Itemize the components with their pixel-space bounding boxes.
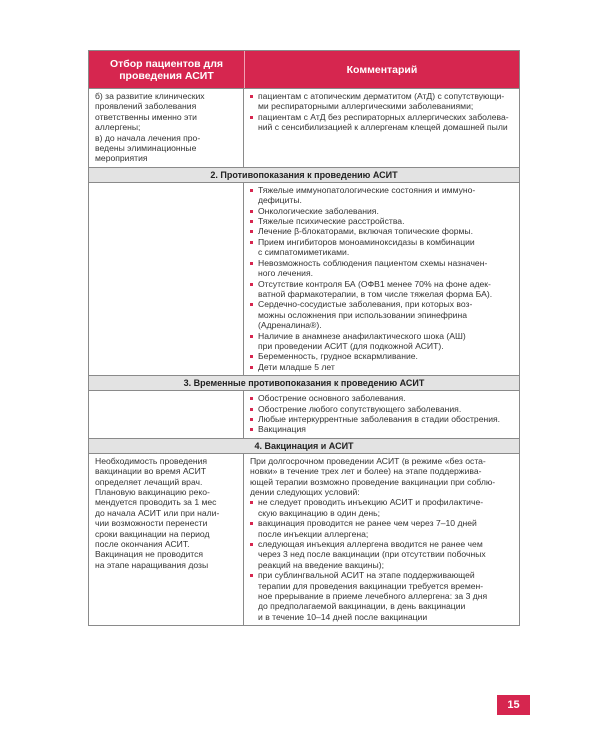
list-item	[250, 351, 515, 361]
text-line: при проведении АСИТ (для подкожной АСИТ).	[258, 340, 444, 351]
vaccination-left-cell	[89, 454, 244, 626]
text-line: ное прерывание в приеме лечебного аллергена: за 3 дня	[258, 591, 488, 602]
list-item	[250, 112, 515, 133]
text-line: ми респираторными аллергическими заболеваниями;	[258, 101, 474, 112]
text-line: пациентам с атопическим дерматитом (АтД) с сопутствующи-	[258, 91, 505, 101]
text-line: после инъекции аллергена;	[258, 528, 369, 539]
text-line: пациентам с АтД без респираторных аллергических заболева-	[258, 111, 509, 122]
text-line: мендуется проводить за 1 мес	[95, 497, 217, 508]
text-line: ний с сенсибилизацией к аллергенам клещей домашней пыли	[258, 122, 508, 133]
empty-cell	[89, 391, 244, 438]
text-line: и в течение 10–14 дней после вакцинации	[258, 611, 428, 622]
text-line: При долгосрочном проведении АСИТ (в режиме «без оста-	[250, 455, 486, 466]
text-line: (Адреналина®).	[258, 320, 322, 331]
list-item	[250, 91, 515, 112]
text-line: Лечение β-блокаторами, включая топические формы.	[258, 226, 473, 237]
list-item	[250, 362, 515, 372]
list-item	[250, 185, 515, 206]
list-item	[250, 216, 515, 226]
text-line: после окончания АСИТ.	[95, 539, 190, 550]
text-line: новки» в течение трех лет и более) на этапе поддержива-	[250, 466, 482, 477]
selection-criteria-cell	[89, 89, 244, 167]
text-line: ватной фармакотерапии, в том числе тяжелая форма БА).	[258, 288, 493, 299]
text-line: реакций на введение вакцины);	[258, 559, 384, 570]
text-line: Дети младше 5 лет	[258, 361, 335, 372]
text-line: на этапе наращивания дозы	[95, 559, 209, 570]
text-line: проявлений заболевания	[95, 101, 197, 112]
text-line: Онкологические заболевания.	[258, 205, 379, 216]
text-line: Обострение основного заболевания.	[258, 393, 406, 404]
list-item	[250, 279, 515, 300]
text-line: б) за развитие клинических	[95, 91, 205, 101]
text-line: не следует проводить инъекцию АСИТ и профилактиче-	[258, 497, 484, 508]
vaccination-conditions-list	[250, 497, 515, 622]
table-row-selection	[89, 89, 519, 168]
text-line: ного лечения.	[258, 268, 313, 279]
list-item	[250, 518, 515, 539]
text-line: Тяжелые психические расстройства.	[258, 216, 405, 227]
text-line: ющей терапии возможно проведение вакцинации при соблю-	[250, 476, 496, 487]
list-item	[250, 237, 515, 258]
list-item	[250, 570, 515, 622]
list-item	[250, 206, 515, 216]
text-line: в) до начала лечения про-	[95, 132, 201, 143]
text-line: определяет лечащий врач.	[95, 476, 203, 487]
text-line: Плановую вакцинацию реко-	[95, 487, 210, 497]
text-line: Вакцинация не проводится	[95, 549, 204, 560]
text-line: Наличие в анамнезе анафилактического шока (АШ)	[258, 330, 466, 341]
text-line: мероприятия	[95, 153, 148, 164]
text-line: Необходимость проведения	[95, 455, 208, 466]
list-item	[250, 424, 515, 434]
text-line: до начала АСИТ или при нали-	[95, 507, 220, 518]
text-line: следующая инъекция аллергена вводится не ранее чем	[258, 539, 483, 550]
table-row-temporary-contraindications	[89, 391, 519, 439]
text-line: скую вакцинацию в один день;	[258, 507, 380, 518]
vaccination-comment-cell	[244, 454, 519, 626]
section-title-vaccination: 4. Вакцинация и АСИТ	[89, 439, 519, 454]
text-line: чии возможности перенести	[95, 518, 208, 529]
table-header	[89, 51, 519, 89]
list-item	[250, 539, 515, 570]
text-line: вакцинация проводится не ранее чем через 7–10 дней	[258, 518, 477, 529]
list-item	[250, 404, 515, 414]
text-line: Прием ингибиторов моноаминоксидазы в комбинации	[258, 236, 475, 247]
list-item	[250, 393, 515, 403]
text-line: можны осложнения при использовании эпинефрина	[258, 309, 467, 320]
contraindications-table	[88, 50, 520, 626]
text-line: дефициты.	[258, 195, 302, 206]
temporary-contraindications-list	[250, 393, 515, 435]
text-line: до предполагаемой вакцинации, в день вакцинации	[258, 601, 466, 612]
text-line: дении следующих условий:	[250, 487, 360, 497]
text-line: Отсутствие контроля БА (ОФВ1 менее 70% на фоне адек-	[258, 278, 491, 289]
text-line: Вакцинация	[258, 424, 306, 435]
text-line: сроки вакцинации на период	[95, 528, 210, 539]
header-comment: Комментарий	[346, 63, 418, 76]
header-patient-selection: Отбор пациентов для проведения АСИТ	[89, 51, 245, 88]
text-line: Любые интеркуррентные заболевания в стадии обострения.	[258, 413, 501, 424]
text-line: ведены элиминационные	[95, 143, 197, 154]
section-title-temporary-contraindications: 3. Временные противопоказания к проведению АСИТ	[89, 376, 519, 391]
text-line: Невозможность соблюдения пациентом схемы назначен-	[258, 257, 488, 268]
text-line: при сублингвальной АСИТ на этапе поддерживающей	[258, 570, 475, 581]
section-title-contraindications: 2. Противопоказания к проведению АСИТ	[89, 168, 519, 183]
text-line: Беременность, грудное вскармливание.	[258, 351, 418, 362]
text-line: Обострение любого сопутствующего заболевания.	[258, 403, 462, 414]
contraindications-cell	[244, 183, 519, 375]
list-item	[250, 226, 515, 236]
text-line: Тяжелые иммунопатологические состояния и иммуно-	[258, 184, 476, 195]
list-item	[250, 414, 515, 424]
table-row-contraindications	[89, 183, 519, 376]
list-item	[250, 258, 515, 279]
text-line: терапии для проведения вакцинации требуется времен-	[258, 580, 484, 591]
temporary-contraindications-cell	[244, 391, 519, 438]
text-line: Сердечно-сосудистые заболевания, при которых воз-	[258, 299, 473, 310]
selection-comment-cell	[244, 89, 519, 167]
page-number: 15	[497, 695, 530, 715]
list-item	[250, 331, 515, 352]
text-line: вакцинации во время АСИТ	[95, 466, 207, 477]
text-line: с симпатомиметиками.	[258, 247, 350, 258]
table-row-vaccination	[89, 454, 519, 626]
text-line: аллергены;	[95, 122, 141, 133]
text-line: ответственны именно эти	[95, 111, 197, 122]
list-item	[250, 497, 515, 518]
contraindications-list	[250, 185, 515, 372]
list-item	[250, 299, 515, 330]
empty-cell	[89, 183, 244, 375]
text-line: через 3 нед после вакцинации (при отсутствии побочных	[258, 549, 486, 560]
comment-list	[250, 91, 515, 133]
